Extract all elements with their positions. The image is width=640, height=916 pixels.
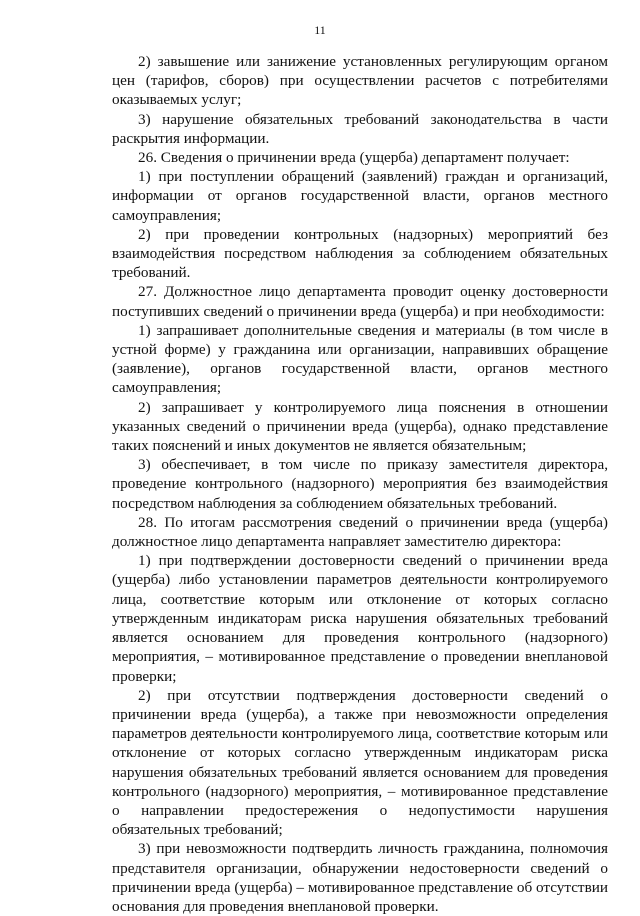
paragraph-clause-28: 28. По итогам рассмотрения сведений о причинении вреда (ущерба) должностное лицо департамента направляет заместителю директора:: [112, 513, 608, 551]
paragraph-clause-26: 26. Сведения о причинении вреда (ущерба) департамент получает:: [138, 149, 570, 167]
paragraph-clause-26-item-1: 1) при поступлении обращений (заявлений) граждан и организаций, информации от органов государственной власти, органов местного самоуправления;: [112, 168, 608, 224]
document-body: [112, 52, 608, 916]
paragraph-clause-28-item-2: 2) при отсутствии подтверждения достоверности сведений о причинении вреда (ущерба), а также при невозможности определения параметров деятельности контролируемого лица, соответствие которым или отклонение от которых согласно утвержденным индикаторам риска нарушения обязательных требований является основанием для проведения контрольного (надзорного) мероприятия, – мотивированное представление о направлении предостережения о недопустимости нарушения обязательных требований;: [112, 686, 608, 839]
paragraph-clause-27-item-1: 1) запрашивает дополнительные сведения и материалы (в том числе в устной форме) у гражданина или организации, направивших обращение (заявление), органов государственной власти, органов местного самоуправления;: [112, 321, 608, 397]
paragraph-clause-27-item-2: 2) запрашивает у контролируемого лица пояснения в отношении указанных сведений о причинении вреда (ущерба), однако представление таких пояснений и иных документов не является обязательным;: [112, 398, 608, 455]
paragraph-clause-28-item-1: 1) при подтверждении достоверности сведений о причинении вреда (ущерба) либо установлении параметров деятельности контролируемого лица, соответствие которым или отклонение от которых согласно утвержденным индикаторам риска нарушения обязательных требований является основанием для проведения контрольного (надзорного) мероприятия, – мотивированное представление о проведении внеплановой проверки;: [112, 552, 608, 685]
paragraph-clause-26-item-2: 2) при проведении контрольных (надзорных) мероприятий без взаимодействия посредством наблюдения за соблюдением обязательных требований.: [112, 225, 608, 282]
paragraph-clause-28-item-3: 3) при невозможности подтвердить личность гражданина, полномочия представителя организации, обнаружении недостоверности сведений о причинении вреда (ущерба) – мотивированное представление об отсутствии основания для проведения внеплановой проверки.: [112, 840, 608, 915]
paragraph-clause-27-item-3: 3) обеспечивает, в том числе по приказу заместителя директора, проведение контрольного (надзорного) мероприятия без взаимодействия посредством наблюдения за соблюдением обязательных требований.: [112, 456, 608, 512]
paragraph-item-2-tariffs: 2) завышение или занижение установленных регулирующим органом цен (тарифов, сборов) при осуществлении расчетов с потребителями оказываемых услуг;: [112, 53, 608, 109]
paragraph-item-3-disclosure: 3) нарушение обязательных требований законодательства в части раскрытия информации.: [112, 110, 608, 147]
page-number: 11: [314, 23, 326, 37]
paragraph-clause-27: 27. Должностное лицо департамента проводит оценку достоверности поступивших сведений о причинении вреда (ущерба) и при необходимости:: [112, 283, 608, 320]
